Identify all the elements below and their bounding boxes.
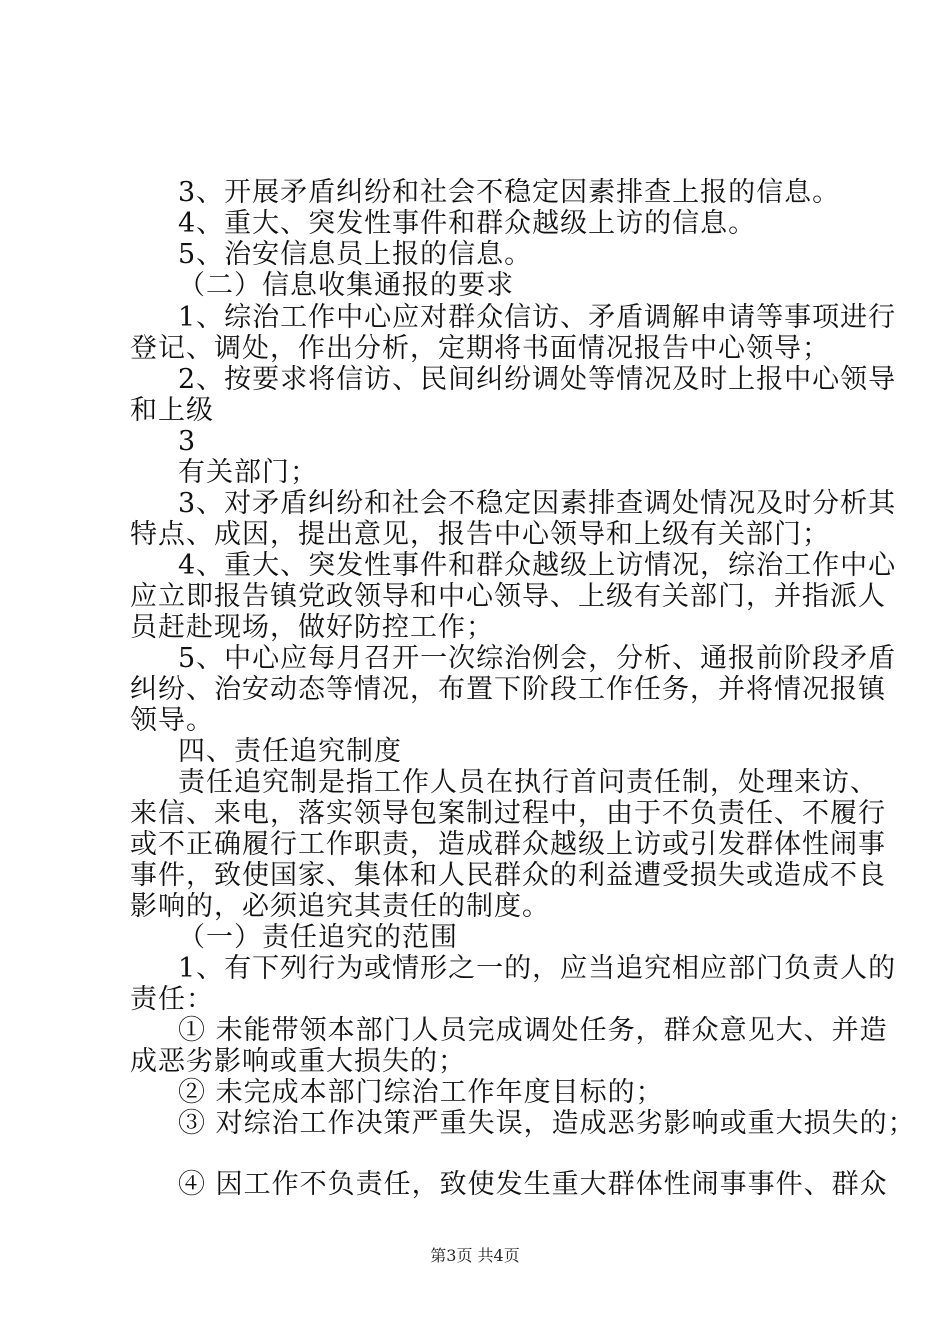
text-line: 5、治安信息员上报的信息。 — [178, 239, 533, 270]
text-line: 3 — [178, 426, 197, 457]
text-line: 领导。 — [130, 705, 214, 736]
page-footer: 第3页 共4页 — [430, 1246, 520, 1265]
text-line: ③ 对综治工作决策严重失误，造成恶劣影响或重大损失的； — [178, 1108, 916, 1139]
section-heading: 四、责任追究制度 — [178, 736, 402, 767]
text-line: ④ 因工作不负责任，致使发生重大群体性闹事事件、群众 — [178, 1169, 888, 1200]
section-heading: （二）信息收集通报的要求 — [178, 270, 514, 301]
text-line: 或不正确履行工作职责，造成群众越级上访或引发群体性闹事 — [130, 829, 886, 860]
text-line: 纠纷、治安动态等情况，布置下阶段工作任务，并将情况报镇 — [130, 674, 886, 705]
text-line: 5、中心应每月召开一次综治例会，分析、通报前阶段矛盾 — [178, 643, 897, 674]
text-line: 1、综治工作中心应对群众信访、矛盾调解申请等事项进行 — [178, 302, 897, 333]
text-line: 登记、调处，作出分析，定期将书面情况报告中心领导； — [130, 333, 830, 364]
text-line: 4、重大、突发性事件和群众越级上访的信息。 — [178, 208, 757, 239]
text-line: 成恶劣影响或重大损失的； — [130, 1046, 466, 1077]
text-line: ① 未能带领本部门人员完成调处任务，群众意见大、并造 — [178, 1015, 888, 1046]
text-line: 特点、成因，提出意见，报告中心领导和上级有关部门； — [130, 519, 830, 550]
text-line: 3、对矛盾纠纷和社会不稳定因素排查调处情况及时分析其 — [178, 488, 897, 519]
text-line: 责任追究制是指工作人员在执行首问责任制，处理来访、 — [178, 767, 878, 798]
text-line: 3、开展矛盾纠纷和社会不稳定因素排查上报的信息。 — [178, 177, 841, 208]
text-line: 责任： — [130, 984, 214, 1015]
text-line: ② 未完成本部门综治工作年度目标的； — [178, 1077, 664, 1108]
text-line: 影响的，必须追究其责任的制度。 — [130, 891, 550, 922]
text-line: 2、按要求将信访、民间纠纷调处等情况及时上报中心领导 — [178, 364, 897, 395]
text-line: 来信、来电，落实领导包案制过程中，由于不负责任、不履行 — [130, 798, 886, 829]
text-line: 应立即报告镇党政领导和中心领导、上级有关部门，并指派人 — [130, 581, 886, 612]
text-line: 事件，致使国家、集体和人民群众的利益遭受损失或造成不良 — [130, 860, 886, 891]
section-heading: （一）责任追究的范围 — [178, 922, 458, 953]
text-line: 4、重大、突发性事件和群众越级上访情况，综治工作中心 — [178, 550, 897, 581]
text-line: 1、有下列行为或情形之一的，应当追究相应部门负责人的 — [178, 953, 897, 984]
text-line: 员赶赴现场，做好防控工作； — [130, 612, 494, 643]
text-line: 有关部门； — [178, 457, 318, 488]
text-line: 和上级 — [130, 395, 214, 426]
